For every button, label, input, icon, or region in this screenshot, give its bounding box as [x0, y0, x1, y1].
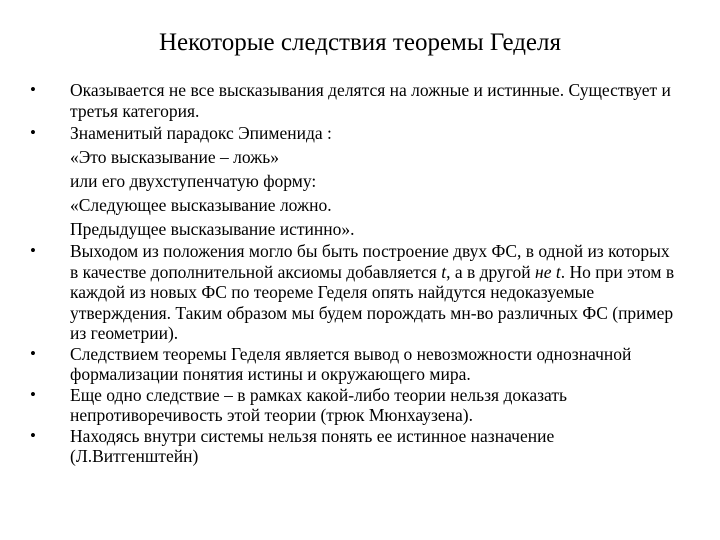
bullet-line: «Это высказывание – ложь» — [70, 147, 279, 167]
italic-run: t — [441, 261, 447, 282]
bullet-text — [70, 241, 680, 344]
bullet-dot: • — [30, 123, 36, 142]
italic-run: не t — [535, 261, 561, 282]
bullet-dot: • — [30, 425, 36, 445]
text-run: Выходом из положения могло бы быть построение двух ФС, в одной из которых в качестве дополнительной аксиомы добавляется — [70, 241, 670, 282]
bullet-dot: • — [30, 80, 36, 99]
bullet-text: Оказывается не все высказывания делятся на ложные и истинные. Существует и третья категория. — [70, 80, 671, 121]
bullet-list — [30, 80, 680, 467]
bullet-item-2 — [30, 121, 680, 241]
bullet-text: Находясь внутри системы нельзя понять ее истинное назначение (Л.Витгенштейн) — [70, 425, 555, 466]
bullet-text: Следствием теоремы Геделя является вывод о невозможности однозначной формализации понятия истины и окружающего мира. — [70, 343, 632, 384]
bullet-item-4 — [30, 344, 680, 385]
slide-title: Некоторые следствия теоремы Геделя — [158, 29, 562, 56]
bullet-item-3 — [30, 241, 680, 344]
bullet-line: или его двухступенчатую форму: — [70, 171, 317, 191]
bullet-dot: • — [30, 241, 36, 260]
bullet-line: Знаменитый парадокс Эпименида : — [70, 123, 332, 143]
text-run: , а в другой — [446, 261, 536, 282]
bullet-item-1 — [30, 80, 680, 121]
bullet-dot: • — [30, 384, 36, 404]
bullet-text: Еще одно следствие – в рамках какой-либо теории нельзя доказать непротиворечивость этой теории (трюк Мюнхаузена). — [70, 384, 567, 425]
bullet-line: Предыдущее высказывание истинно». — [70, 219, 355, 239]
bullet-item-6 — [30, 426, 680, 467]
bullet-line: «Следующее высказывание ложно. — [70, 195, 332, 215]
bullet-dot: • — [30, 343, 36, 363]
bullet-item-5 — [30, 385, 680, 426]
text-run: . Но при этом в каждой из новых ФС по теореме Геделя опять найдутся недоказуемые утверждения. Таким образом мы будем порождать мн-во различных ФС (пример из геометрии). — [70, 261, 675, 343]
